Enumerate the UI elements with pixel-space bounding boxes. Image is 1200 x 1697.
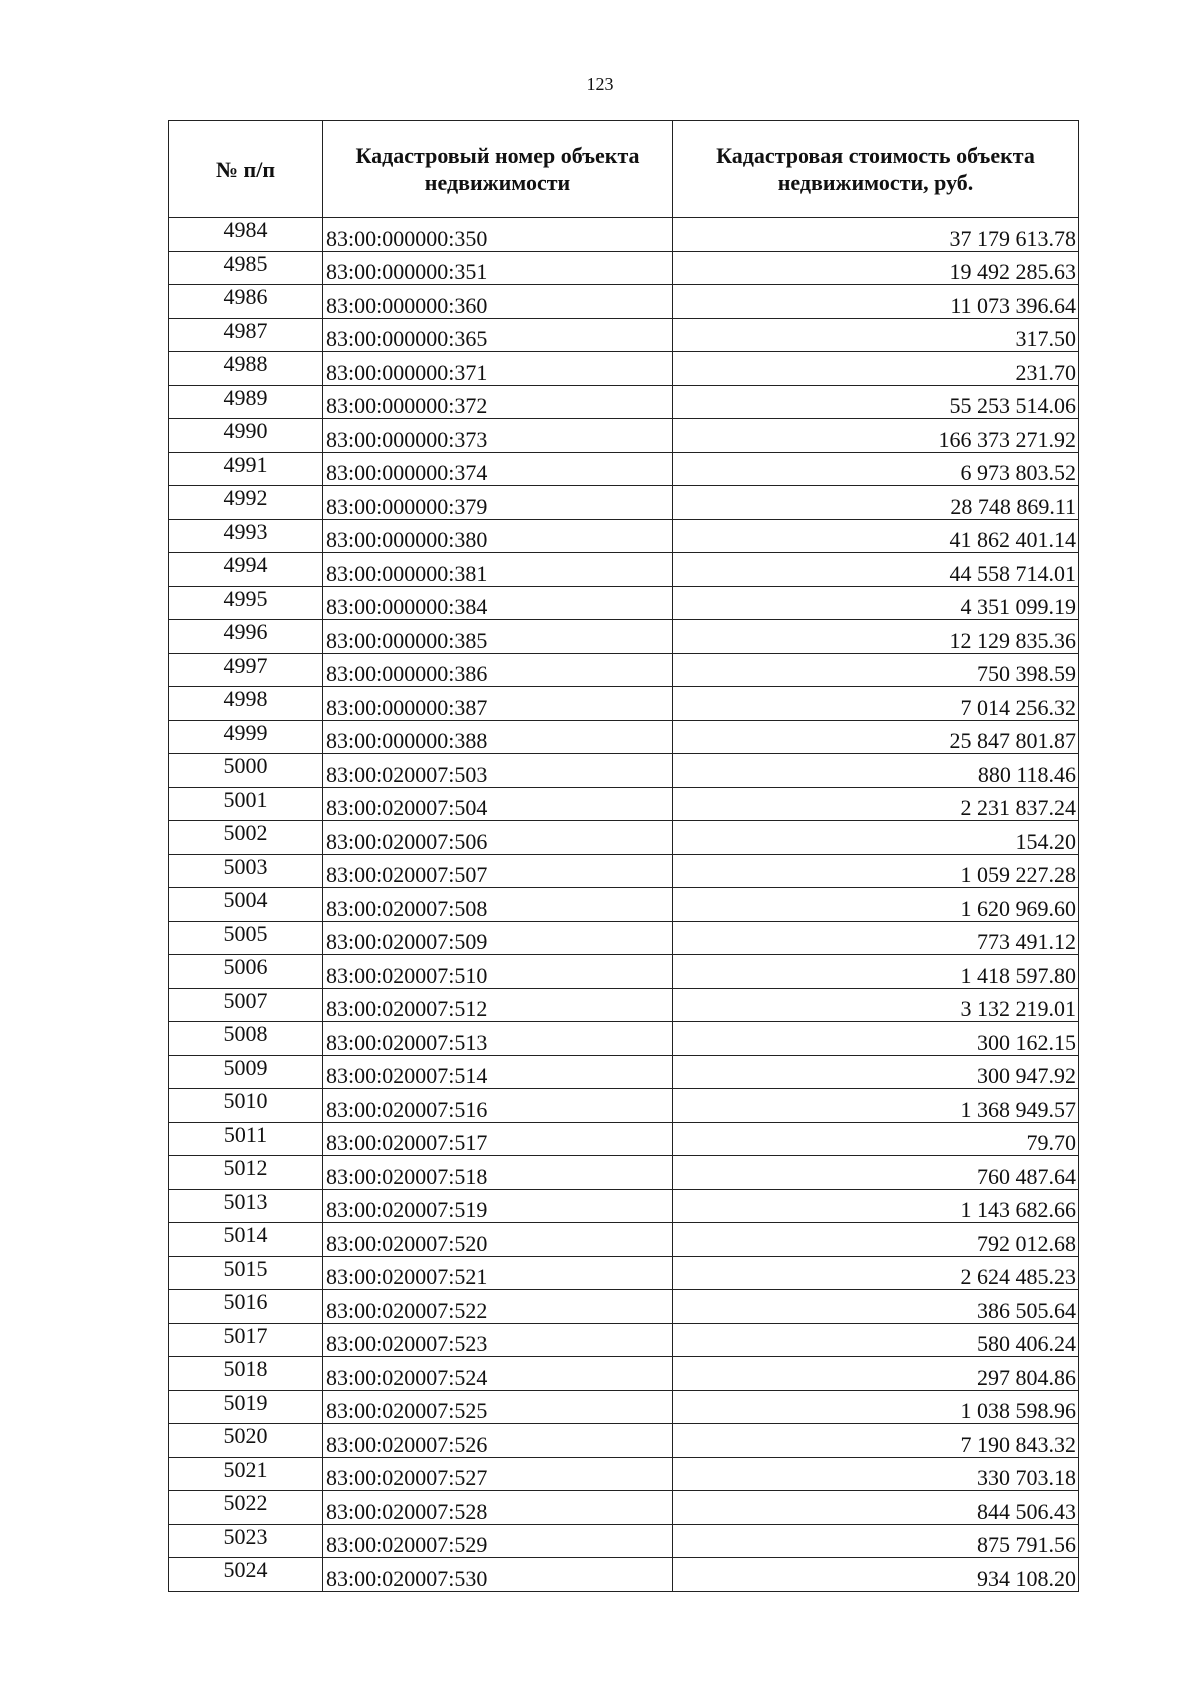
cadastral-value-cell: 297 804.86 [673, 1357, 1079, 1391]
cadastral-value-cell: 300 947.92 [673, 1055, 1079, 1089]
row-number-cell: 5017 [169, 1323, 323, 1357]
table-row [169, 1189, 1079, 1223]
table-row [169, 1357, 1079, 1391]
table-row [169, 1122, 1079, 1156]
cadastral-value-cell: 37 179 613.78 [673, 218, 1079, 252]
table-row [169, 385, 1079, 419]
cadastral-number-cell: 83:00:000000:387 [323, 687, 673, 721]
table-row [169, 653, 1079, 687]
table-row [169, 1491, 1079, 1525]
cadastral-number-cell: 83:00:020007:522 [323, 1290, 673, 1324]
row-number-cell: 4988 [169, 352, 323, 386]
table-row [169, 486, 1079, 520]
table-row [169, 787, 1079, 821]
cadastral-number-cell: 83:00:000000:351 [323, 251, 673, 285]
row-number-cell: 5003 [169, 854, 323, 888]
cadastral-number-cell: 83:00:020007:519 [323, 1189, 673, 1223]
row-number-cell: 5023 [169, 1524, 323, 1558]
table-row [169, 1223, 1079, 1257]
table-row [169, 285, 1079, 319]
cadastral-number-cell: 83:00:020007:528 [323, 1491, 673, 1525]
cadastral-number-cell: 83:00:020007:517 [323, 1122, 673, 1156]
row-number-cell: 5005 [169, 921, 323, 955]
row-number-cell: 5011 [169, 1122, 323, 1156]
cadastral-number-cell: 83:00:000000:385 [323, 620, 673, 654]
header-number: № п/п [169, 121, 323, 218]
row-number-cell: 5018 [169, 1357, 323, 1391]
row-number-cell: 4987 [169, 318, 323, 352]
table-row [169, 1558, 1079, 1592]
row-number-cell: 4999 [169, 720, 323, 754]
row-number-cell: 4986 [169, 285, 323, 319]
table-row [169, 251, 1079, 285]
cadastral-number-cell: 83:00:020007:526 [323, 1424, 673, 1458]
cadastral-number-cell: 83:00:020007:508 [323, 888, 673, 922]
cadastral-number-cell: 83:00:020007:527 [323, 1457, 673, 1491]
table-row [169, 519, 1079, 553]
row-number-cell: 4998 [169, 687, 323, 721]
cadastral-number-cell: 83:00:020007:529 [323, 1524, 673, 1558]
cadastral-value-cell: 1 143 682.66 [673, 1189, 1079, 1223]
row-number-cell: 5007 [169, 988, 323, 1022]
table-row [169, 988, 1079, 1022]
row-number-cell: 4994 [169, 553, 323, 587]
cadastral-number-cell: 83:00:020007:513 [323, 1022, 673, 1056]
row-number-cell: 4993 [169, 519, 323, 553]
row-number-cell: 5001 [169, 787, 323, 821]
row-number-cell: 5010 [169, 1089, 323, 1123]
cadastral-number-cell: 83:00:000000:388 [323, 720, 673, 754]
row-number-cell: 5021 [169, 1457, 323, 1491]
table-row [169, 1055, 1079, 1089]
cadastral-value-cell: 166 373 271.92 [673, 419, 1079, 453]
table-row [169, 452, 1079, 486]
cadastral-value-cell: 19 492 285.63 [673, 251, 1079, 285]
cadastral-number-cell: 83:00:020007:514 [323, 1055, 673, 1089]
cadastral-number-cell: 83:00:020007:510 [323, 955, 673, 989]
cadastral-number-cell: 83:00:020007:509 [323, 921, 673, 955]
cadastral-value-cell: 773 491.12 [673, 921, 1079, 955]
row-number-cell: 4984 [169, 218, 323, 252]
row-number-cell: 4996 [169, 620, 323, 654]
table-row [169, 1424, 1079, 1458]
row-number-cell: 5006 [169, 955, 323, 989]
cadastral-value-cell: 317.50 [673, 318, 1079, 352]
cadastral-number-cell: 83:00:020007:523 [323, 1323, 673, 1357]
row-number-cell: 5020 [169, 1424, 323, 1458]
cadastral-value-cell: 3 132 219.01 [673, 988, 1079, 1022]
cadastral-number-cell: 83:00:000000:373 [323, 419, 673, 453]
cadastral-number-cell: 83:00:000000:350 [323, 218, 673, 252]
table-row [169, 955, 1079, 989]
row-number-cell: 5019 [169, 1390, 323, 1424]
row-number-cell: 4990 [169, 419, 323, 453]
header-cadastral-value: Кадастровая стоимость объекта недвижимости, руб. [673, 121, 1079, 218]
cadastral-number-cell: 83:00:020007:524 [323, 1357, 673, 1391]
table-row [169, 553, 1079, 587]
cadastral-number-cell: 83:00:000000:360 [323, 285, 673, 319]
cadastral-value-cell: 6 973 803.52 [673, 452, 1079, 486]
header-cadastral-number: Кадастровый номер объекта недвижимости [323, 121, 673, 218]
row-number-cell: 5012 [169, 1156, 323, 1190]
table-row [169, 1457, 1079, 1491]
row-number-cell: 5015 [169, 1256, 323, 1290]
cadastral-value-cell: 55 253 514.06 [673, 385, 1079, 419]
cadastral-value-cell: 2 231 837.24 [673, 787, 1079, 821]
cadastral-value-cell: 28 748 869.11 [673, 486, 1079, 520]
cadastral-value-cell: 1 418 597.80 [673, 955, 1079, 989]
table-row [169, 687, 1079, 721]
row-number-cell: 5016 [169, 1290, 323, 1324]
cadastral-number-cell: 83:00:000000:379 [323, 486, 673, 520]
row-number-cell: 4995 [169, 586, 323, 620]
cadastral-value-cell: 750 398.59 [673, 653, 1079, 687]
cadastral-value-cell: 25 847 801.87 [673, 720, 1079, 754]
cadastral-number-cell: 83:00:020007:525 [323, 1390, 673, 1424]
table-row [169, 1022, 1079, 1056]
cadastral-value-cell: 41 862 401.14 [673, 519, 1079, 553]
table-body [169, 218, 1079, 1592]
cadastral-number-cell: 83:00:000000:371 [323, 352, 673, 386]
cadastral-number-cell: 83:00:020007:512 [323, 988, 673, 1022]
table-row [169, 754, 1079, 788]
cadastral-value-cell: 1 038 598.96 [673, 1390, 1079, 1424]
cadastral-number-cell: 83:00:000000:380 [323, 519, 673, 553]
cadastral-number-cell: 83:00:020007:504 [323, 787, 673, 821]
cadastral-value-cell: 875 791.56 [673, 1524, 1079, 1558]
cadastral-number-cell: 83:00:020007:506 [323, 821, 673, 855]
cadastral-value-cell: 844 506.43 [673, 1491, 1079, 1525]
row-number-cell: 5002 [169, 821, 323, 855]
table-row [169, 921, 1079, 955]
table-row [169, 586, 1079, 620]
row-number-cell: 5024 [169, 1558, 323, 1592]
cadastral-number-cell: 83:00:000000:386 [323, 653, 673, 687]
table-row [169, 318, 1079, 352]
cadastral-number-cell: 83:00:000000:374 [323, 452, 673, 486]
table-row [169, 218, 1079, 252]
cadastral-value-cell: 79.70 [673, 1122, 1079, 1156]
cadastral-value-cell: 7 014 256.32 [673, 687, 1079, 721]
cadastral-value-cell: 2 624 485.23 [673, 1256, 1079, 1290]
cadastral-value-cell: 580 406.24 [673, 1323, 1079, 1357]
cadastral-value-cell: 11 073 396.64 [673, 285, 1079, 319]
row-number-cell: 4989 [169, 385, 323, 419]
row-number-cell: 5008 [169, 1022, 323, 1056]
cadastral-value-table [168, 120, 1079, 1592]
cadastral-value-cell: 880 118.46 [673, 754, 1079, 788]
table-row [169, 1256, 1079, 1290]
row-number-cell: 5000 [169, 754, 323, 788]
cadastral-value-cell: 44 558 714.01 [673, 553, 1079, 587]
table-row [169, 1290, 1079, 1324]
table-row [169, 888, 1079, 922]
table-row [169, 854, 1079, 888]
cadastral-value-cell: 1 620 969.60 [673, 888, 1079, 922]
table-row [169, 1390, 1079, 1424]
cadastral-value-cell: 7 190 843.32 [673, 1424, 1079, 1458]
cadastral-number-cell: 83:00:020007:516 [323, 1089, 673, 1123]
table-header-row [169, 121, 1079, 218]
cadastral-number-cell: 83:00:020007:507 [323, 854, 673, 888]
cadastral-value-cell: 1 368 949.57 [673, 1089, 1079, 1123]
cadastral-value-cell: 4 351 099.19 [673, 586, 1079, 620]
cadastral-number-cell: 83:00:020007:521 [323, 1256, 673, 1290]
table-row [169, 821, 1079, 855]
page-number: 123 [586, 74, 614, 94]
row-number-cell: 4992 [169, 486, 323, 520]
row-number-cell: 4997 [169, 653, 323, 687]
row-number-cell: 5014 [169, 1223, 323, 1257]
cadastral-number-cell: 83:00:000000:384 [323, 586, 673, 620]
cadastral-value-cell: 792 012.68 [673, 1223, 1079, 1257]
row-number-cell: 4985 [169, 251, 323, 285]
table-row [169, 419, 1079, 453]
cadastral-value-cell: 934 108.20 [673, 1558, 1079, 1592]
row-number-cell: 5022 [169, 1491, 323, 1525]
row-number-cell: 4991 [169, 452, 323, 486]
table-row [169, 1524, 1079, 1558]
row-number-cell: 5004 [169, 888, 323, 922]
cadastral-number-cell: 83:00:000000:372 [323, 385, 673, 419]
cadastral-number-cell: 83:00:020007:530 [323, 1558, 673, 1592]
cadastral-value-cell: 386 505.64 [673, 1290, 1079, 1324]
row-number-cell: 5013 [169, 1189, 323, 1223]
cadastral-number-cell: 83:00:020007:518 [323, 1156, 673, 1190]
cadastral-value-cell: 330 703.18 [673, 1457, 1079, 1491]
row-number-cell: 5009 [169, 1055, 323, 1089]
cadastral-number-cell: 83:00:000000:365 [323, 318, 673, 352]
table-row [169, 1323, 1079, 1357]
cadastral-number-cell: 83:00:020007:503 [323, 754, 673, 788]
table-row [169, 620, 1079, 654]
cadastral-value-cell: 300 162.15 [673, 1022, 1079, 1056]
table-row [169, 720, 1079, 754]
table-row [169, 1156, 1079, 1190]
table-row [169, 352, 1079, 386]
cadastral-value-cell: 12 129 835.36 [673, 620, 1079, 654]
cadastral-value-cell: 1 059 227.28 [673, 854, 1079, 888]
cadastral-number-cell: 83:00:020007:520 [323, 1223, 673, 1257]
cadastral-number-cell: 83:00:000000:381 [323, 553, 673, 587]
cadastral-value-cell: 231.70 [673, 352, 1079, 386]
cadastral-value-cell: 154.20 [673, 821, 1079, 855]
table-row [169, 1089, 1079, 1123]
cadastral-value-cell: 760 487.64 [673, 1156, 1079, 1190]
